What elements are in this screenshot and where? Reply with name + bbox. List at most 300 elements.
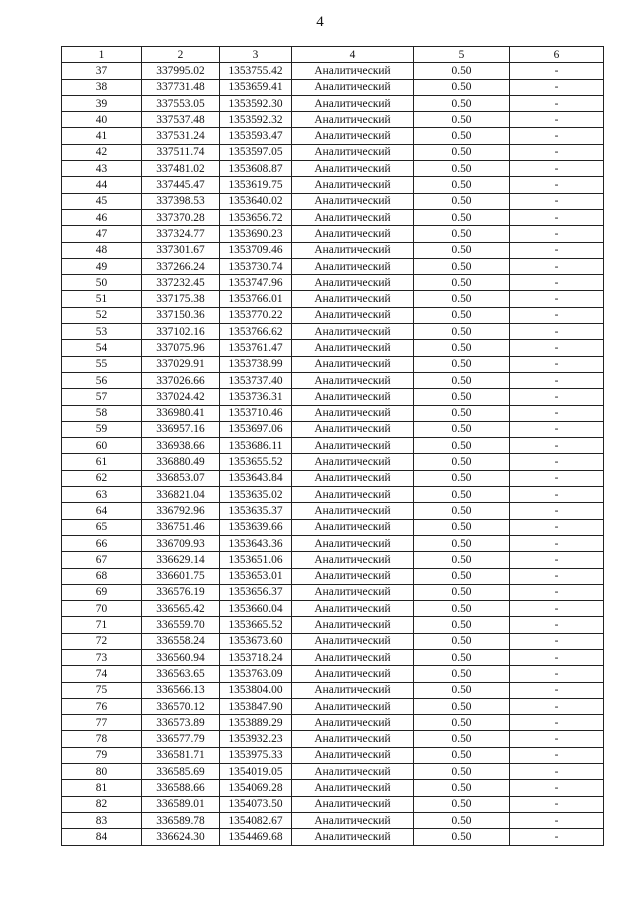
point-number-cell: 37	[62, 63, 142, 79]
method-cell: Аналитический	[292, 161, 414, 177]
table-row	[62, 552, 604, 568]
description-cell: -	[510, 698, 604, 714]
point-number-cell: 61	[62, 454, 142, 470]
y-coordinate-cell: 1353889.29	[220, 715, 292, 731]
accuracy-cell: 0.50	[414, 144, 510, 160]
point-number-cell: 41	[62, 128, 142, 144]
table-row	[62, 161, 604, 177]
accuracy-cell: 0.50	[414, 764, 510, 780]
method-cell: Аналитический	[292, 405, 414, 421]
point-number-cell: 48	[62, 242, 142, 258]
description-cell: -	[510, 421, 604, 437]
method-cell: Аналитический	[292, 535, 414, 551]
description-cell: -	[510, 715, 604, 731]
table-row	[62, 829, 604, 845]
accuracy-cell: 0.50	[414, 780, 510, 796]
y-coordinate-cell: 1353718.24	[220, 649, 292, 665]
x-coordinate-cell: 336588.66	[142, 780, 220, 796]
x-coordinate-cell: 337481.02	[142, 161, 220, 177]
accuracy-cell: 0.50	[414, 649, 510, 665]
method-cell: Аналитический	[292, 764, 414, 780]
y-coordinate-cell: 1353690.23	[220, 226, 292, 242]
table-body	[62, 63, 604, 845]
description-cell: -	[510, 503, 604, 519]
column-header-y: 3	[220, 47, 292, 63]
x-coordinate-cell: 337398.53	[142, 193, 220, 209]
method-cell: Аналитический	[292, 829, 414, 845]
y-coordinate-cell: 1354469.68	[220, 829, 292, 845]
point-number-cell: 68	[62, 568, 142, 584]
description-cell: -	[510, 731, 604, 747]
x-coordinate-cell: 337301.67	[142, 242, 220, 258]
table-row	[62, 226, 604, 242]
method-cell: Аналитический	[292, 487, 414, 503]
table-row	[62, 291, 604, 307]
point-number-cell: 63	[62, 487, 142, 503]
description-cell: -	[510, 633, 604, 649]
table-row	[62, 633, 604, 649]
x-coordinate-cell: 336980.41	[142, 405, 220, 421]
x-coordinate-cell: 337102.16	[142, 324, 220, 340]
method-cell: Аналитический	[292, 682, 414, 698]
table-row	[62, 796, 604, 812]
method-cell: Аналитический	[292, 633, 414, 649]
table-row	[62, 275, 604, 291]
description-cell: -	[510, 584, 604, 600]
point-number-cell: 67	[62, 552, 142, 568]
table-row	[62, 112, 604, 128]
column-header-method: 4	[292, 47, 414, 63]
table-row	[62, 698, 604, 714]
x-coordinate-cell: 336573.89	[142, 715, 220, 731]
point-number-cell: 69	[62, 584, 142, 600]
point-number-cell: 59	[62, 421, 142, 437]
x-coordinate-cell: 337445.47	[142, 177, 220, 193]
accuracy-cell: 0.50	[414, 715, 510, 731]
y-coordinate-cell: 1353766.62	[220, 324, 292, 340]
method-cell: Аналитический	[292, 519, 414, 535]
method-cell: Аналитический	[292, 503, 414, 519]
table-row	[62, 780, 604, 796]
y-coordinate-cell: 1353659.41	[220, 79, 292, 95]
method-cell: Аналитический	[292, 584, 414, 600]
y-coordinate-cell: 1354073.50	[220, 796, 292, 812]
accuracy-cell: 0.50	[414, 161, 510, 177]
accuracy-cell: 0.50	[414, 112, 510, 128]
x-coordinate-cell: 336792.96	[142, 503, 220, 519]
y-coordinate-cell: 1353653.01	[220, 568, 292, 584]
accuracy-cell: 0.50	[414, 698, 510, 714]
method-cell: Аналитический	[292, 307, 414, 323]
y-coordinate-cell: 1353736.31	[220, 389, 292, 405]
table-row	[62, 144, 604, 160]
y-coordinate-cell: 1353697.06	[220, 421, 292, 437]
description-cell: -	[510, 144, 604, 160]
x-coordinate-cell: 336585.69	[142, 764, 220, 780]
point-number-cell: 53	[62, 324, 142, 340]
table-row	[62, 649, 604, 665]
y-coordinate-cell: 1353709.46	[220, 242, 292, 258]
accuracy-cell: 0.50	[414, 63, 510, 79]
description-cell: -	[510, 535, 604, 551]
accuracy-cell: 0.50	[414, 95, 510, 111]
description-cell: -	[510, 405, 604, 421]
accuracy-cell: 0.50	[414, 307, 510, 323]
method-cell: Аналитический	[292, 193, 414, 209]
point-number-cell: 60	[62, 438, 142, 454]
description-cell: -	[510, 682, 604, 698]
point-number-cell: 71	[62, 617, 142, 633]
method-cell: Аналитический	[292, 568, 414, 584]
point-number-cell: 77	[62, 715, 142, 731]
y-coordinate-cell: 1353665.52	[220, 617, 292, 633]
point-number-cell: 65	[62, 519, 142, 535]
x-coordinate-cell: 336577.79	[142, 731, 220, 747]
method-cell: Аналитический	[292, 715, 414, 731]
accuracy-cell: 0.50	[414, 454, 510, 470]
description-cell: -	[510, 764, 604, 780]
method-cell: Аналитический	[292, 63, 414, 79]
description-cell: -	[510, 161, 604, 177]
table-row	[62, 666, 604, 682]
x-coordinate-cell: 336566.13	[142, 682, 220, 698]
point-number-cell: 74	[62, 666, 142, 682]
accuracy-cell: 0.50	[414, 372, 510, 388]
accuracy-cell: 0.50	[414, 584, 510, 600]
table-row	[62, 258, 604, 274]
x-coordinate-cell: 336624.30	[142, 829, 220, 845]
method-cell: Аналитический	[292, 649, 414, 665]
x-coordinate-cell: 337995.02	[142, 63, 220, 79]
table-row	[62, 747, 604, 763]
method-cell: Аналитический	[292, 324, 414, 340]
method-cell: Аналитический	[292, 275, 414, 291]
point-number-cell: 81	[62, 780, 142, 796]
description-cell: -	[510, 829, 604, 845]
table-row	[62, 454, 604, 470]
y-coordinate-cell: 1353656.37	[220, 584, 292, 600]
table-row	[62, 209, 604, 225]
description-cell: -	[510, 291, 604, 307]
y-coordinate-cell: 1353975.33	[220, 747, 292, 763]
accuracy-cell: 0.50	[414, 747, 510, 763]
x-coordinate-cell: 337553.05	[142, 95, 220, 111]
y-coordinate-cell: 1354019.05	[220, 764, 292, 780]
x-coordinate-cell: 336581.71	[142, 747, 220, 763]
table-row	[62, 812, 604, 828]
point-number-cell: 64	[62, 503, 142, 519]
accuracy-cell: 0.50	[414, 503, 510, 519]
table-row	[62, 715, 604, 731]
point-number-cell: 56	[62, 372, 142, 388]
accuracy-cell: 0.50	[414, 617, 510, 633]
description-cell: -	[510, 796, 604, 812]
description-cell: -	[510, 242, 604, 258]
table-row	[62, 535, 604, 551]
x-coordinate-cell: 336880.49	[142, 454, 220, 470]
accuracy-cell: 0.50	[414, 193, 510, 209]
method-cell: Аналитический	[292, 340, 414, 356]
table-row	[62, 568, 604, 584]
x-coordinate-cell: 337531.24	[142, 128, 220, 144]
point-number-cell: 38	[62, 79, 142, 95]
point-number-cell: 46	[62, 209, 142, 225]
accuracy-cell: 0.50	[414, 275, 510, 291]
table-row	[62, 324, 604, 340]
point-number-cell: 75	[62, 682, 142, 698]
y-coordinate-cell: 1353710.46	[220, 405, 292, 421]
y-coordinate-cell: 1353655.52	[220, 454, 292, 470]
method-cell: Аналитический	[292, 291, 414, 307]
accuracy-cell: 0.50	[414, 731, 510, 747]
point-number-cell: 80	[62, 764, 142, 780]
y-coordinate-cell: 1354082.67	[220, 812, 292, 828]
table-row	[62, 682, 604, 698]
table-row	[62, 487, 604, 503]
column-header-x: 2	[142, 47, 220, 63]
description-cell: -	[510, 63, 604, 79]
y-coordinate-cell: 1353651.06	[220, 552, 292, 568]
description-cell: -	[510, 780, 604, 796]
method-cell: Аналитический	[292, 226, 414, 242]
accuracy-cell: 0.50	[414, 470, 510, 486]
y-coordinate-cell: 1353643.84	[220, 470, 292, 486]
accuracy-cell: 0.50	[414, 226, 510, 242]
method-cell: Аналитический	[292, 552, 414, 568]
accuracy-cell: 0.50	[414, 324, 510, 340]
point-number-cell: 58	[62, 405, 142, 421]
point-number-cell: 82	[62, 796, 142, 812]
point-number-cell: 51	[62, 291, 142, 307]
description-cell: -	[510, 209, 604, 225]
method-cell: Аналитический	[292, 731, 414, 747]
method-cell: Аналитический	[292, 258, 414, 274]
point-number-cell: 84	[62, 829, 142, 845]
y-coordinate-cell: 1353635.37	[220, 503, 292, 519]
y-coordinate-cell: 1353770.22	[220, 307, 292, 323]
point-number-cell: 47	[62, 226, 142, 242]
method-cell: Аналитический	[292, 698, 414, 714]
method-cell: Аналитический	[292, 242, 414, 258]
y-coordinate-cell: 1353619.75	[220, 177, 292, 193]
table-row	[62, 389, 604, 405]
accuracy-cell: 0.50	[414, 487, 510, 503]
point-number-cell: 44	[62, 177, 142, 193]
x-coordinate-cell: 336558.24	[142, 633, 220, 649]
x-coordinate-cell: 337026.66	[142, 372, 220, 388]
method-cell: Аналитический	[292, 470, 414, 486]
point-number-cell: 40	[62, 112, 142, 128]
point-number-cell: 42	[62, 144, 142, 160]
y-coordinate-cell: 1353640.02	[220, 193, 292, 209]
y-coordinate-cell: 1353932.23	[220, 731, 292, 747]
accuracy-cell: 0.50	[414, 796, 510, 812]
description-cell: -	[510, 454, 604, 470]
accuracy-cell: 0.50	[414, 829, 510, 845]
y-coordinate-cell: 1353660.04	[220, 601, 292, 617]
method-cell: Аналитический	[292, 144, 414, 160]
description-cell: -	[510, 112, 604, 128]
description-cell: -	[510, 177, 604, 193]
y-coordinate-cell: 1353766.01	[220, 291, 292, 307]
point-number-cell: 57	[62, 389, 142, 405]
description-cell: -	[510, 193, 604, 209]
x-coordinate-cell: 337537.48	[142, 112, 220, 128]
accuracy-cell: 0.50	[414, 389, 510, 405]
accuracy-cell: 0.50	[414, 340, 510, 356]
x-coordinate-cell: 336629.14	[142, 552, 220, 568]
method-cell: Аналитический	[292, 95, 414, 111]
description-cell: -	[510, 307, 604, 323]
y-coordinate-cell: 1353673.60	[220, 633, 292, 649]
point-number-cell: 45	[62, 193, 142, 209]
accuracy-cell: 0.50	[414, 682, 510, 698]
x-coordinate-cell: 336570.12	[142, 698, 220, 714]
description-cell: -	[510, 470, 604, 486]
table-header-row	[62, 47, 604, 63]
coordinates-table	[61, 46, 604, 846]
x-coordinate-cell: 337370.28	[142, 209, 220, 225]
description-cell: -	[510, 812, 604, 828]
x-coordinate-cell: 337175.38	[142, 291, 220, 307]
x-coordinate-cell: 337075.96	[142, 340, 220, 356]
x-coordinate-cell: 337024.42	[142, 389, 220, 405]
description-cell: -	[510, 519, 604, 535]
point-number-cell: 70	[62, 601, 142, 617]
point-number-cell: 62	[62, 470, 142, 486]
table-row	[62, 764, 604, 780]
accuracy-cell: 0.50	[414, 812, 510, 828]
column-header-description: 6	[510, 47, 604, 63]
accuracy-cell: 0.50	[414, 258, 510, 274]
description-cell: -	[510, 340, 604, 356]
y-coordinate-cell: 1354069.28	[220, 780, 292, 796]
column-header-point-number: 1	[62, 47, 142, 63]
point-number-cell: 50	[62, 275, 142, 291]
method-cell: Аналитический	[292, 780, 414, 796]
table-row	[62, 193, 604, 209]
table-row	[62, 79, 604, 95]
accuracy-cell: 0.50	[414, 128, 510, 144]
x-coordinate-cell: 336853.07	[142, 470, 220, 486]
column-header-accuracy: 5	[414, 47, 510, 63]
y-coordinate-cell: 1353738.99	[220, 356, 292, 372]
description-cell: -	[510, 372, 604, 388]
x-coordinate-cell: 337511.74	[142, 144, 220, 160]
y-coordinate-cell: 1353608.87	[220, 161, 292, 177]
point-number-cell: 43	[62, 161, 142, 177]
y-coordinate-cell: 1353847.90	[220, 698, 292, 714]
method-cell: Аналитический	[292, 454, 414, 470]
table-row	[62, 519, 604, 535]
method-cell: Аналитический	[292, 812, 414, 828]
x-coordinate-cell: 336576.19	[142, 584, 220, 600]
table-row	[62, 503, 604, 519]
table-row	[62, 128, 604, 144]
description-cell: -	[510, 438, 604, 454]
method-cell: Аналитический	[292, 601, 414, 617]
method-cell: Аналитический	[292, 796, 414, 812]
point-number-cell: 83	[62, 812, 142, 828]
x-coordinate-cell: 336821.04	[142, 487, 220, 503]
description-cell: -	[510, 747, 604, 763]
table-row	[62, 438, 604, 454]
x-coordinate-cell: 336957.16	[142, 421, 220, 437]
accuracy-cell: 0.50	[414, 209, 510, 225]
page-number: 4	[316, 14, 324, 30]
method-cell: Аналитический	[292, 372, 414, 388]
x-coordinate-cell: 336563.65	[142, 666, 220, 682]
y-coordinate-cell: 1353747.96	[220, 275, 292, 291]
point-number-cell: 66	[62, 535, 142, 551]
table-row	[62, 601, 604, 617]
y-coordinate-cell: 1353592.32	[220, 112, 292, 128]
table-row	[62, 421, 604, 437]
description-cell: -	[510, 568, 604, 584]
x-coordinate-cell: 336601.75	[142, 568, 220, 584]
accuracy-cell: 0.50	[414, 519, 510, 535]
point-number-cell: 49	[62, 258, 142, 274]
description-cell: -	[510, 389, 604, 405]
table-row	[62, 470, 604, 486]
description-cell: -	[510, 275, 604, 291]
x-coordinate-cell: 336589.01	[142, 796, 220, 812]
description-cell: -	[510, 356, 604, 372]
description-cell: -	[510, 95, 604, 111]
accuracy-cell: 0.50	[414, 552, 510, 568]
x-coordinate-cell: 337232.45	[142, 275, 220, 291]
y-coordinate-cell: 1353730.74	[220, 258, 292, 274]
accuracy-cell: 0.50	[414, 177, 510, 193]
y-coordinate-cell: 1353597.05	[220, 144, 292, 160]
method-cell: Аналитический	[292, 438, 414, 454]
accuracy-cell: 0.50	[414, 601, 510, 617]
method-cell: Аналитический	[292, 79, 414, 95]
point-number-cell: 52	[62, 307, 142, 323]
table-row	[62, 372, 604, 388]
method-cell: Аналитический	[292, 112, 414, 128]
y-coordinate-cell: 1353592.30	[220, 95, 292, 111]
point-number-cell: 54	[62, 340, 142, 356]
x-coordinate-cell: 337324.77	[142, 226, 220, 242]
accuracy-cell: 0.50	[414, 666, 510, 682]
y-coordinate-cell: 1353593.47	[220, 128, 292, 144]
table-row	[62, 731, 604, 747]
point-number-cell: 73	[62, 649, 142, 665]
accuracy-cell: 0.50	[414, 535, 510, 551]
table-row	[62, 242, 604, 258]
description-cell: -	[510, 601, 604, 617]
point-number-cell: 72	[62, 633, 142, 649]
y-coordinate-cell: 1353804.00	[220, 682, 292, 698]
table-row	[62, 340, 604, 356]
table-row	[62, 356, 604, 372]
method-cell: Аналитический	[292, 421, 414, 437]
accuracy-cell: 0.50	[414, 79, 510, 95]
y-coordinate-cell: 1353639.66	[220, 519, 292, 535]
x-coordinate-cell: 336589.78	[142, 812, 220, 828]
accuracy-cell: 0.50	[414, 356, 510, 372]
point-number-cell: 55	[62, 356, 142, 372]
table-header	[62, 47, 604, 63]
method-cell: Аналитический	[292, 177, 414, 193]
point-number-cell: 76	[62, 698, 142, 714]
method-cell: Аналитический	[292, 209, 414, 225]
y-coordinate-cell: 1353643.36	[220, 535, 292, 551]
table-row	[62, 307, 604, 323]
description-cell: -	[510, 128, 604, 144]
y-coordinate-cell: 1353737.40	[220, 372, 292, 388]
